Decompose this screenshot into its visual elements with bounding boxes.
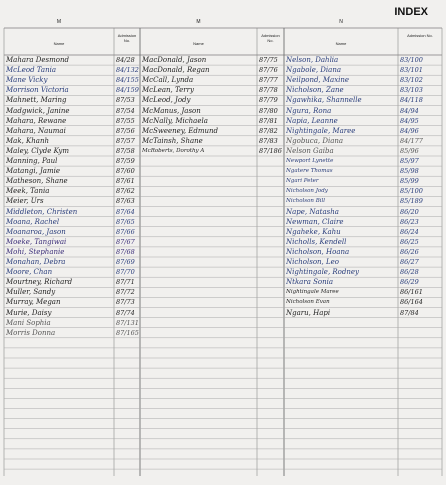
entry-admission-number: 87/66 [116,227,135,236]
entry-name: Nape, Natasha [286,207,339,216]
entry-admission-number: 86/164 [400,298,423,307]
entry-name: McTainsh, Shane [142,136,203,145]
entry-name: Muller, Sandy [6,288,56,297]
entry-admission-number: 87/63 [116,197,135,206]
entry-name: Mahnett, Maring [6,96,67,105]
entry-name: Mahara, Rewane [6,116,67,125]
entry-name: Nightingale, Maree [286,126,356,135]
entry-admission-number: 87/71 [116,278,135,287]
entry-admission-number: 87/67 [116,237,135,246]
entry-admission-number: 87/75 [259,56,278,64]
entry-admission-number: 85/96 [400,146,419,155]
entry-name: Nelson Gaiba [286,146,334,155]
entry-admission-number: 85/97 [400,157,419,165]
entry-admission-number: 87/56 [116,126,135,135]
entry-admission-number: 86/24 [400,227,419,236]
entry-admission-number: 87/59 [116,157,135,165]
entry-admission-number: 84/94 [400,106,419,115]
entry-name: Middleton, Christen [6,207,78,216]
entry-name: Ntkara Sonia [286,278,334,287]
entry-name: Ngabole, Diana [286,66,342,75]
entry-admission-number: 83/102 [400,76,423,85]
entry-admission-number: 87/69 [116,258,135,266]
column-header-name: Name [335,41,347,46]
entry-admission-number: 83/100 [400,56,423,64]
entry-name: Newman, Claire [286,217,344,226]
entry-admission-number: 86/26 [400,247,419,256]
entry-admission-number: 87/58 [116,146,135,155]
entry-admission-number: 87/54 [116,106,135,115]
entry-admission-number: 87/81 [259,116,278,125]
column-header-admission: Admission No. [261,33,280,43]
entry-admission-number: 85/100 [400,187,423,196]
entry-admission-number: 87/62 [116,187,135,196]
entry-admission-number: 87/78 [259,86,278,95]
entry-name: Morris Donna [6,328,56,337]
entry-name: Nicholson, Leo [286,258,340,266]
entry-name: Ngari Peter [286,178,319,185]
entry-admission-number: 87/73 [116,298,135,307]
entry-admission-number: 84/96 [400,126,419,135]
entry-name: Matheson, Shane [6,177,68,186]
entry-admission-number: 84/132 [116,66,139,75]
entry-admission-number: 87/165 [116,328,139,337]
entry-name: Nicholls, Kendell [286,237,347,246]
entry-name: Moeke, Tangiwai [6,237,67,246]
entry-name: Moore, Chan [6,268,53,277]
entry-name: Meier, Urs [6,197,44,206]
entry-name: Matangi, Jamie [6,167,61,176]
entry-name: Meek, Tania [6,187,50,196]
entry-admission-number: 87/186 [259,146,282,155]
entry-admission-number: 86/23 [400,217,419,226]
entry-name: Ngatere Thomas [286,168,333,175]
entry-admission-number: 86/20 [400,207,419,216]
entry-name: Mohi, Stephanie [6,247,65,256]
entry-name: Newport Lynette [286,158,334,164]
entry-name: Maley, Clyde Kym [6,146,69,155]
entry-admission-number: 84/155 [116,76,139,85]
entry-name: Murray, Megan [6,298,61,307]
entry-admission-number: 87/83 [259,136,278,145]
entry-name: McLean, Terry [142,86,194,95]
entry-name: Nicholson Jody [286,188,328,195]
entry-admission-number: 87/57 [116,136,135,145]
entry-name: MacDonald, Regan [142,66,210,75]
entry-admission-number: 87/80 [259,106,278,115]
entry-admission-number: 87/74 [116,308,135,317]
section-letter: M [56,19,62,25]
section-letter: M [196,19,201,25]
entry-name: Nicholson Evan [286,299,330,306]
entry-admission-number: 84/95 [400,116,419,125]
entry-admission-number: 87/60 [116,167,135,176]
entry-admission-number: 86/29 [400,278,419,287]
entry-name: Murie, Daisy [6,308,52,317]
entry-name: Nicholson, Zane [286,86,344,95]
entry-name: McRoberts, Dorothy A [142,147,205,154]
entry-name: Mani Sophia [6,318,51,327]
entry-admission-number: 87/65 [116,217,135,226]
entry-admission-number: 87/84 [400,308,419,317]
entry-name: Nelson, Dahlia [286,56,339,64]
entry-admission-number: 87/72 [116,288,135,297]
entry-name: Morrison Victoria [6,86,69,95]
entry-name: Ngaru, Hapi [286,308,331,317]
entry-name: McLeod Tania [6,66,57,75]
entry-name: Nightingale, Rodney [286,268,359,277]
entry-name: MacDonald, Jason [142,56,207,64]
column-header-name: Name [53,41,65,46]
entry-name: Mourtney, Richard [6,278,73,287]
entry-admission-number: 86/28 [400,268,419,277]
entry-name: McLeod, Jody [142,96,191,105]
page-title: INDEX [394,6,428,18]
entry-name: Neilpond, Maxine [286,76,350,85]
entry-admission-number: 87/79 [259,96,278,105]
entry-name: Madgwick, Janine [6,106,70,115]
column-header-name: Name [193,41,204,46]
entry-admission-number: 86/25 [400,237,419,246]
entry-admission-number: 85/99 [400,177,419,186]
column-header-admission: Admission No. [117,33,137,43]
entry-admission-number: 86/27 [400,258,419,266]
entry-name: Ngaheke, Kahu [286,227,341,236]
entry-name: McSweeney, Edmund [142,126,219,135]
entry-admission-number: 84/159 [116,86,139,95]
entry-admission-number: 87/77 [259,76,278,85]
entry-admission-number: 87/76 [259,66,278,75]
entry-admission-number: 87/55 [116,116,135,125]
entry-name: Nightingale Maree [286,289,339,296]
section-letter: N [339,19,343,25]
entry-admission-number: 86/161 [400,288,423,297]
entry-admission-number: 87/68 [116,247,135,256]
entry-admission-number: 87/131 [116,318,139,327]
entry-name: Ngawhika, Shannelle [286,96,362,105]
entry-name: McManus, Jason [142,106,201,115]
entry-name: Nicholson Bill [286,198,326,205]
entry-admission-number: 85/189 [400,197,423,206]
entry-name: McNally, Michaela [142,116,208,125]
entry-admission-number: 87/53 [116,96,135,105]
entry-admission-number: 83/101 [400,66,423,75]
entry-admission-number: 84/177 [400,136,423,145]
entry-name: Moana, Rachel [6,217,60,226]
entry-name: Mak, Khanh [6,136,49,145]
entry-admission-number: 87/82 [259,126,278,135]
entry-name: Ngura, Rona [286,106,332,115]
entry-name: Mane Vicky [6,76,48,85]
column-header-admission: Admission No. [407,33,433,38]
entry-admission-number: 84/28 [116,56,135,64]
entry-name: Moanaroa, Jason [6,227,66,236]
entry-name: Ngobuca, Diana [286,136,344,145]
entry-name: Manning, Paul [6,157,58,165]
entry-admission-number: 83/103 [400,86,423,95]
entry-admission-number: 87/70 [116,268,135,277]
entry-name: Mahara, Naumai [6,126,66,135]
entry-admission-number: 87/61 [116,177,135,186]
entry-name: Monahan, Debra [6,258,66,266]
entry-name: Napia, Leanne [286,116,338,125]
entry-admission-number: 85/98 [400,167,419,176]
entry-admission-number: 87/64 [116,207,135,216]
entry-name: Mahara Desmond [6,56,69,64]
entry-name: Nicholson, Hoana [286,247,350,256]
entry-admission-number: 84/118 [400,96,423,105]
entry-name: McCall, Lynda [142,76,194,85]
